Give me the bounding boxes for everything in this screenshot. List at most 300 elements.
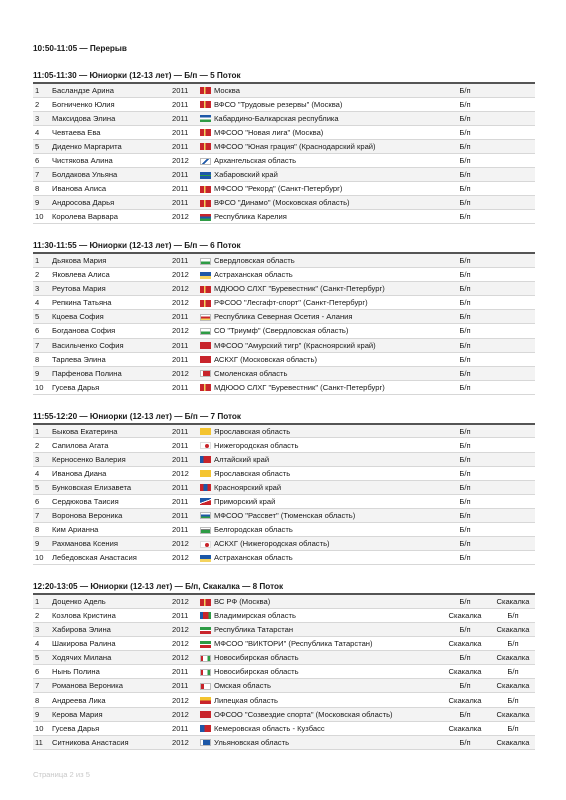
birth-year: 2011: [172, 494, 200, 508]
organization: Красноярский край: [214, 480, 439, 494]
program-2: Скакалка: [491, 594, 535, 608]
kemerovo-flag-icon: [200, 725, 211, 732]
flag-cell: [200, 139, 214, 153]
flag-cell: [200, 637, 214, 651]
program-2: [491, 168, 535, 182]
table-row: [33, 594, 535, 608]
birth-year: 2011: [172, 338, 200, 352]
table-row: [33, 623, 535, 637]
program-2: [491, 508, 535, 522]
organization: Алтайский край: [214, 452, 439, 466]
birth-year: 2011: [172, 168, 200, 182]
red-emb-icon: [200, 300, 211, 307]
row-number: 6: [33, 153, 52, 167]
organization: Республика Северная Осетия - Алания: [214, 310, 439, 324]
table-row: [33, 424, 535, 438]
khabarovsk-flag-icon: [200, 172, 211, 179]
program-2: [491, 282, 535, 296]
table-row: [33, 523, 535, 537]
program-1: Б/п: [439, 466, 491, 480]
flag-cell: [200, 253, 214, 267]
table-row: [33, 693, 535, 707]
birth-year: 2012: [172, 537, 200, 551]
table-row: [33, 324, 535, 338]
organization: Ярославская область: [214, 424, 439, 438]
athlete-name: Реутова Мария: [52, 282, 172, 296]
flag-cell: [200, 537, 214, 551]
flag-cell: [200, 523, 214, 537]
organization: ВФСО "Динамо" (Московская область): [214, 196, 439, 210]
program-1: Б/п: [439, 352, 491, 366]
birth-year: 2011: [172, 253, 200, 267]
flag-cell: [200, 324, 214, 338]
program-1: Б/п: [439, 253, 491, 267]
red-emb-icon: [200, 101, 211, 108]
program-1: Б/п: [439, 296, 491, 310]
organization: Кемеровская область - Кузбасс: [214, 721, 439, 735]
row-number: 8: [33, 182, 52, 196]
birth-year: 2011: [172, 480, 200, 494]
program-2: [491, 97, 535, 111]
north-ossetia-flag-icon: [200, 314, 211, 321]
flag-cell: [200, 111, 214, 125]
participants-table: [33, 252, 535, 394]
flag-cell: [200, 97, 214, 111]
program-1: Б/п: [439, 537, 491, 551]
program-2: [491, 196, 535, 210]
row-number: 7: [33, 679, 52, 693]
organization: МФСОО "Рекорд" (Санкт-Петербург): [214, 182, 439, 196]
athlete-name: Ким Арианна: [52, 523, 172, 537]
program-1: Скакалка: [439, 693, 491, 707]
athlete-name: Тарлева Элина: [52, 352, 172, 366]
row-number: 7: [33, 168, 52, 182]
athlete-name: Яковлева Алиса: [52, 268, 172, 282]
athlete-name: Диденко Маргарита: [52, 139, 172, 153]
table-row: [33, 352, 535, 366]
nizhny-novgorod-flag-icon: [200, 541, 211, 548]
table-row: [33, 480, 535, 494]
organization: Смоленская область: [214, 366, 439, 380]
red-emb-icon: [200, 384, 211, 391]
program-2: [491, 296, 535, 310]
omsk-flag-icon: [200, 683, 211, 690]
program-2: [491, 182, 535, 196]
birth-year: 2011: [172, 438, 200, 452]
program-1: Б/п: [439, 452, 491, 466]
athlete-name: Репкина Татьяна: [52, 296, 172, 310]
athlete-name: Кцоева София: [52, 310, 172, 324]
row-number: 8: [33, 523, 52, 537]
athlete-name: Болдакова Ульяна: [52, 168, 172, 182]
sverdlovsk-flag-icon: [200, 328, 211, 335]
program-1: Б/п: [439, 324, 491, 338]
program-2: [491, 310, 535, 324]
organization: Свердловская область: [214, 253, 439, 267]
organization: РФСОО "Лесгафт-спорт" (Санкт-Петербург): [214, 296, 439, 310]
novosibirsk-flag-icon: [200, 655, 211, 662]
organization: МФСОО "Рассвет" (Тюменская область): [214, 508, 439, 522]
organization: МФСОО "Амурский тигр" (Красноярский край): [214, 338, 439, 352]
flag-cell: [200, 338, 214, 352]
row-number: 5: [33, 651, 52, 665]
row-number: 2: [33, 97, 52, 111]
birth-year: 2012: [172, 637, 200, 651]
program-2: [491, 352, 535, 366]
program-1: Б/п: [439, 735, 491, 749]
row-number: 4: [33, 296, 52, 310]
birth-year: 2012: [172, 707, 200, 721]
organization: Липецкая область: [214, 693, 439, 707]
birth-year: 2012: [172, 210, 200, 224]
table-row: [33, 438, 535, 452]
red-emb-icon: [200, 200, 211, 207]
row-number: 9: [33, 707, 52, 721]
organization: АСКХГ (Нижегородская область): [214, 537, 439, 551]
table-row: [33, 508, 535, 522]
program-1: Скакалка: [439, 637, 491, 651]
program-2: [491, 125, 535, 139]
birth-year: 2011: [172, 721, 200, 735]
flag-cell: [200, 296, 214, 310]
athlete-name: Романова Вероника: [52, 679, 172, 693]
athlete-name: Дьякова Мария: [52, 253, 172, 267]
program-1: Б/п: [439, 679, 491, 693]
athlete-name: Воронова Вероника: [52, 508, 172, 522]
flag-cell: [200, 282, 214, 296]
flag-cell: [200, 608, 214, 622]
table-row: [33, 196, 535, 210]
row-number: 1: [33, 594, 52, 608]
birth-year: 2011: [172, 97, 200, 111]
athlete-name: Андреева Лика: [52, 693, 172, 707]
flag-cell: [200, 366, 214, 380]
row-number: 3: [33, 111, 52, 125]
table-row: [33, 338, 535, 352]
athlete-name: Васильченко София: [52, 338, 172, 352]
birth-year: 2011: [172, 111, 200, 125]
astrakhan-flag-icon: [200, 272, 211, 279]
organization: ОФСОО "Созвездие спорта" (Московская область): [214, 707, 439, 721]
program-1: Б/п: [439, 153, 491, 167]
row-number: 6: [33, 665, 52, 679]
program-1: Б/п: [439, 551, 491, 565]
birth-year: 2011: [172, 508, 200, 522]
organization: Хабаровский край: [214, 168, 439, 182]
athlete-name: Ситникова Анастасия: [52, 735, 172, 749]
row-number: 8: [33, 693, 52, 707]
row-number: 9: [33, 366, 52, 380]
birth-year: 2012: [172, 366, 200, 380]
organization: МДЮОО СЛХГ "Буревестник" (Санкт-Петербург): [214, 380, 439, 394]
program-1: Б/п: [439, 268, 491, 282]
program-2: [491, 466, 535, 480]
karelia-flag-icon: [200, 214, 211, 221]
flag-cell: [200, 494, 214, 508]
row-number: 2: [33, 268, 52, 282]
row-number: 1: [33, 424, 52, 438]
organization: АСКХГ (Московская область): [214, 352, 439, 366]
flag-cell: [200, 125, 214, 139]
krasnoyarsk-flag-icon: [200, 484, 211, 491]
table-row: [33, 296, 535, 310]
flag-cell: [200, 424, 214, 438]
row-number: 1: [33, 83, 52, 97]
athlete-name: Сердюкова Таисия: [52, 494, 172, 508]
flag-cell: [200, 623, 214, 637]
table-row: [33, 537, 535, 551]
sverdlovsk-flag-icon: [200, 258, 211, 265]
program-1: Б/п: [439, 182, 491, 196]
program-1: Скакалка: [439, 665, 491, 679]
row-number: 7: [33, 508, 52, 522]
flag-cell: [200, 651, 214, 665]
program-1: Б/п: [439, 424, 491, 438]
athlete-name: Богданова София: [52, 324, 172, 338]
birth-year: 2011: [172, 608, 200, 622]
program-1: Б/п: [439, 282, 491, 296]
row-number: 3: [33, 452, 52, 466]
program-2: [491, 494, 535, 508]
smolensk-flag-icon: [200, 370, 211, 377]
organization: Астраханская область: [214, 268, 439, 282]
red-flag-icon: [200, 356, 211, 363]
table-row: [33, 707, 535, 721]
program-2: [491, 338, 535, 352]
program-2: [491, 366, 535, 380]
row-number: 11: [33, 735, 52, 749]
table-row: [33, 551, 535, 565]
table-row: [33, 452, 535, 466]
program-1: Б/п: [439, 380, 491, 394]
row-number: 4: [33, 125, 52, 139]
athlete-name: Быкова Екатерина: [52, 424, 172, 438]
yaroslavl-flag-icon: [200, 428, 211, 435]
organization: Нижегородская область: [214, 438, 439, 452]
red-emb-icon: [200, 286, 211, 293]
athlete-name: Нынь Полина: [52, 665, 172, 679]
table-row: [33, 494, 535, 508]
belgorod-flag-icon: [200, 527, 211, 534]
program-1: Скакалка: [439, 608, 491, 622]
row-number: 5: [33, 480, 52, 494]
organization: Кабардино-Балкарская республика: [214, 111, 439, 125]
program-1: Б/п: [439, 494, 491, 508]
schedule-page: [33, 38, 533, 750]
organization: Приморский край: [214, 494, 439, 508]
organization: Владимирская область: [214, 608, 439, 622]
organization: Республика Татарстан: [214, 623, 439, 637]
participants-table: [33, 593, 535, 750]
birth-year: 2011: [172, 139, 200, 153]
table-row: [33, 153, 535, 167]
row-number: 4: [33, 637, 52, 651]
row-number: 3: [33, 282, 52, 296]
organization: СО "Триумф" (Свердловская область): [214, 324, 439, 338]
flag-cell: [200, 83, 214, 97]
red-emb-icon: [200, 143, 211, 150]
flag-cell: [200, 594, 214, 608]
row-number: 9: [33, 537, 52, 551]
table-row: [33, 380, 535, 394]
page-footer: Страница 2 из 5: [33, 770, 90, 779]
flag-cell: [200, 182, 214, 196]
athlete-name: Керносенко Валерия: [52, 452, 172, 466]
athlete-name: Королева Варвара: [52, 210, 172, 224]
program-2: [491, 438, 535, 452]
break-notice: 10:50-11:05 — Перерыв: [33, 44, 127, 53]
row-number: 10: [33, 551, 52, 565]
birth-year: 2012: [172, 594, 200, 608]
organization: Омская область: [214, 679, 439, 693]
tyumen-flag-icon: [200, 512, 211, 519]
flag-cell: [200, 480, 214, 494]
athlete-name: Басландзе Арина: [52, 83, 172, 97]
organization: Ульяновская область: [214, 735, 439, 749]
program-2: Б/п: [491, 637, 535, 651]
flag-cell: [200, 679, 214, 693]
athlete-name: Керова Мария: [52, 707, 172, 721]
flag-cell: [200, 310, 214, 324]
table-row: [33, 268, 535, 282]
program-2: Б/п: [491, 693, 535, 707]
table-row: [33, 665, 535, 679]
birth-year: 2011: [172, 380, 200, 394]
athlete-name: Козлова Кристина: [52, 608, 172, 622]
table-row: [33, 210, 535, 224]
table-row: [33, 310, 535, 324]
athlete-name: Иванова Диана: [52, 466, 172, 480]
program-2: [491, 537, 535, 551]
athlete-name: Чистякова Алина: [52, 153, 172, 167]
flag-cell: [200, 466, 214, 480]
birth-year: 2012: [172, 693, 200, 707]
row-number: 8: [33, 352, 52, 366]
table-row: [33, 125, 535, 139]
program-1: Б/п: [439, 594, 491, 608]
athlete-name: Сапилова Агата: [52, 438, 172, 452]
table-row: [33, 83, 535, 97]
flag-cell: [200, 721, 214, 735]
table-row: [33, 366, 535, 380]
row-number: 5: [33, 310, 52, 324]
program-1: Б/п: [439, 508, 491, 522]
athlete-name: Ходячих Милана: [52, 651, 172, 665]
section-title: 12:20-13:05 — Юниорки (12-13 лет) — Б/п, Скакалка — 8 Поток: [33, 582, 284, 592]
flag-cell: [200, 735, 214, 749]
program-2: Скакалка: [491, 707, 535, 721]
flag-cell: [200, 438, 214, 452]
program-2: [491, 380, 535, 394]
organization: Белгородская область: [214, 523, 439, 537]
birth-year: 2011: [172, 196, 200, 210]
row-number: 10: [33, 210, 52, 224]
program-1: Б/п: [439, 651, 491, 665]
organization: МДЮОО СЛХГ "Буревестник" (Санкт-Петербург): [214, 282, 439, 296]
organization: Архангельская область: [214, 153, 439, 167]
program-1: Б/п: [439, 97, 491, 111]
row-number: 1: [33, 253, 52, 267]
flag-cell: [200, 693, 214, 707]
program-1: Б/п: [439, 125, 491, 139]
tatarstan-flag-icon: [200, 627, 211, 634]
program-1: Б/п: [439, 480, 491, 494]
flag-cell: [200, 352, 214, 366]
organization: Ярославская область: [214, 466, 439, 480]
program-1: Б/п: [439, 168, 491, 182]
birth-year: 2012: [172, 282, 200, 296]
athlete-name: Гусева Дарья: [52, 721, 172, 735]
program-1: Б/п: [439, 338, 491, 352]
red-emb-icon: [200, 87, 211, 94]
table-row: [33, 168, 535, 182]
novosibirsk-flag-icon: [200, 669, 211, 676]
program-2: [491, 452, 535, 466]
row-number: 4: [33, 466, 52, 480]
vladimir-flag-icon: [200, 612, 211, 619]
program-1: Скакалка: [439, 721, 491, 735]
table-row: [33, 282, 535, 296]
flag-cell: [200, 508, 214, 522]
table-row: [33, 253, 535, 267]
program-1: Б/п: [439, 210, 491, 224]
program-1: Б/п: [439, 623, 491, 637]
birth-year: 2011: [172, 352, 200, 366]
row-number: 9: [33, 196, 52, 210]
birth-year: 2011: [172, 452, 200, 466]
program-1: Б/п: [439, 438, 491, 452]
birth-year: 2011: [172, 182, 200, 196]
flag-cell: [200, 210, 214, 224]
primorsky-flag-icon: [200, 498, 211, 505]
athlete-name: Лебедовская Анастасия: [52, 551, 172, 565]
athlete-name: Рахманова Ксения: [52, 537, 172, 551]
arkhangelsk-flag-icon: [200, 158, 211, 165]
program-2: [491, 551, 535, 565]
program-1: Б/п: [439, 83, 491, 97]
flag-cell: [200, 380, 214, 394]
program-2: Скакалка: [491, 735, 535, 749]
birth-year: 2011: [172, 665, 200, 679]
organization: ВФСО "Трудовые резервы" (Москва): [214, 97, 439, 111]
table-row: [33, 637, 535, 651]
athlete-name: Гусева Дарья: [52, 380, 172, 394]
row-number: 6: [33, 324, 52, 338]
flag-cell: [200, 196, 214, 210]
row-number: 2: [33, 608, 52, 622]
athlete-name: Иванова Алиса: [52, 182, 172, 196]
flag-cell: [200, 707, 214, 721]
program-2: Б/п: [491, 665, 535, 679]
birth-year: 2011: [172, 83, 200, 97]
organization: МФСОО "Юная грация" (Краснодарский край): [214, 139, 439, 153]
program-2: [491, 424, 535, 438]
flag-cell: [200, 452, 214, 466]
birth-year: 2011: [172, 310, 200, 324]
row-number: 6: [33, 494, 52, 508]
athlete-name: Шакирова Ралина: [52, 637, 172, 651]
program-2: Скакалка: [491, 679, 535, 693]
athlete-name: Парфенова Полина: [52, 366, 172, 380]
athlete-name: Хабирова Элина: [52, 623, 172, 637]
athlete-name: Богниченко Юлия: [52, 97, 172, 111]
flag-cell: [200, 153, 214, 167]
birth-year: 2011: [172, 424, 200, 438]
kbr-flag-icon: [200, 115, 211, 122]
birth-year: 2012: [172, 153, 200, 167]
table-row: [33, 735, 535, 749]
table-row: [33, 608, 535, 622]
